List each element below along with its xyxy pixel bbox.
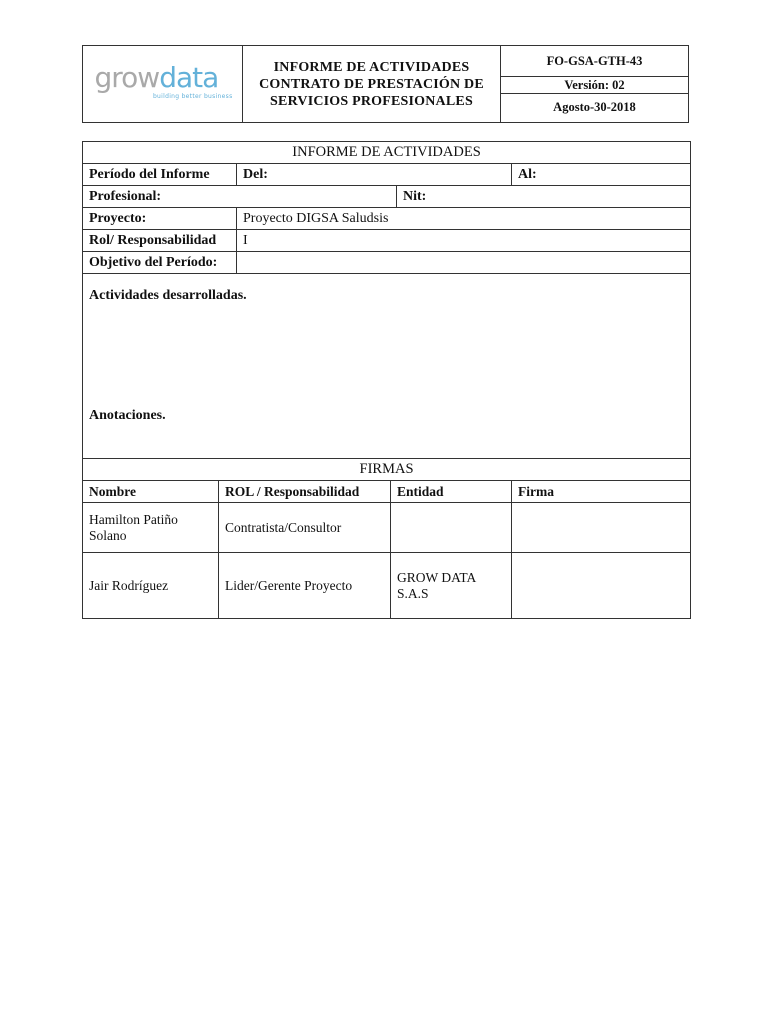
proyecto-value[interactable]: Proyecto DIGSA Saludsis — [237, 208, 691, 230]
proyecto-label: Proyecto: — [83, 208, 237, 230]
form-code: FO-GSA-GTH-43 — [501, 46, 689, 77]
firma-rol: Lider/Gerente Proyecto — [219, 553, 391, 619]
firmas-header-firma: Firma — [512, 481, 691, 503]
growdata-logo: growdata building better business — [94, 60, 233, 100]
logo-cell — [83, 46, 243, 123]
objetivo-value[interactable] — [237, 252, 691, 274]
firma-entidad[interactable]: GROW DATA S.A.S — [391, 553, 512, 619]
document-title: INFORME DE ACTIVIDADES CONTRATO DE PRESTACIÓN DE SERVICIOS PROFESIONALES — [243, 46, 501, 123]
periodo-label: Período del Informe — [83, 164, 237, 186]
report-table — [82, 141, 691, 619]
rol-value[interactable]: I — [237, 230, 691, 252]
form-version: Versión: 02 — [501, 77, 689, 93]
periodo-del-field[interactable]: Del: — [237, 164, 512, 186]
firma-nombre: Jair Rodríguez — [83, 553, 219, 619]
firmas-header-entidad: Entidad — [391, 481, 512, 503]
firma-signature[interactable] — [512, 503, 691, 553]
actividades-area[interactable] — [83, 274, 691, 459]
firmas-header-nombre: Nombre — [83, 481, 219, 503]
actividades-label: Actividades desarrolladas. — [89, 288, 247, 303]
objetivo-label: Objetivo del Período: — [83, 252, 237, 274]
report-title: INFORME DE ACTIVIDADES — [83, 142, 691, 164]
document-header — [82, 45, 689, 123]
firma-rol: Contratista/Consultor — [219, 503, 391, 553]
firmas-title: FIRMAS — [83, 459, 691, 481]
firma-signature[interactable] — [512, 553, 691, 619]
nit-field[interactable]: Nit: — [397, 186, 691, 208]
profesional-field[interactable]: Profesional: — [83, 186, 397, 208]
rol-label: Rol/ Responsabilidad — [83, 230, 237, 252]
form-date: Agosto-30-2018 — [501, 93, 689, 122]
table-row — [83, 503, 691, 553]
table-row — [83, 553, 691, 619]
firma-nombre: Hamilton Patiño Solano — [83, 503, 219, 553]
firmas-header-rol: ROL / Responsabilidad — [219, 481, 391, 503]
periodo-al-field[interactable]: Al: — [512, 164, 691, 186]
anotaciones-label: Anotaciones. — [89, 408, 166, 423]
firma-entidad[interactable] — [391, 503, 512, 553]
